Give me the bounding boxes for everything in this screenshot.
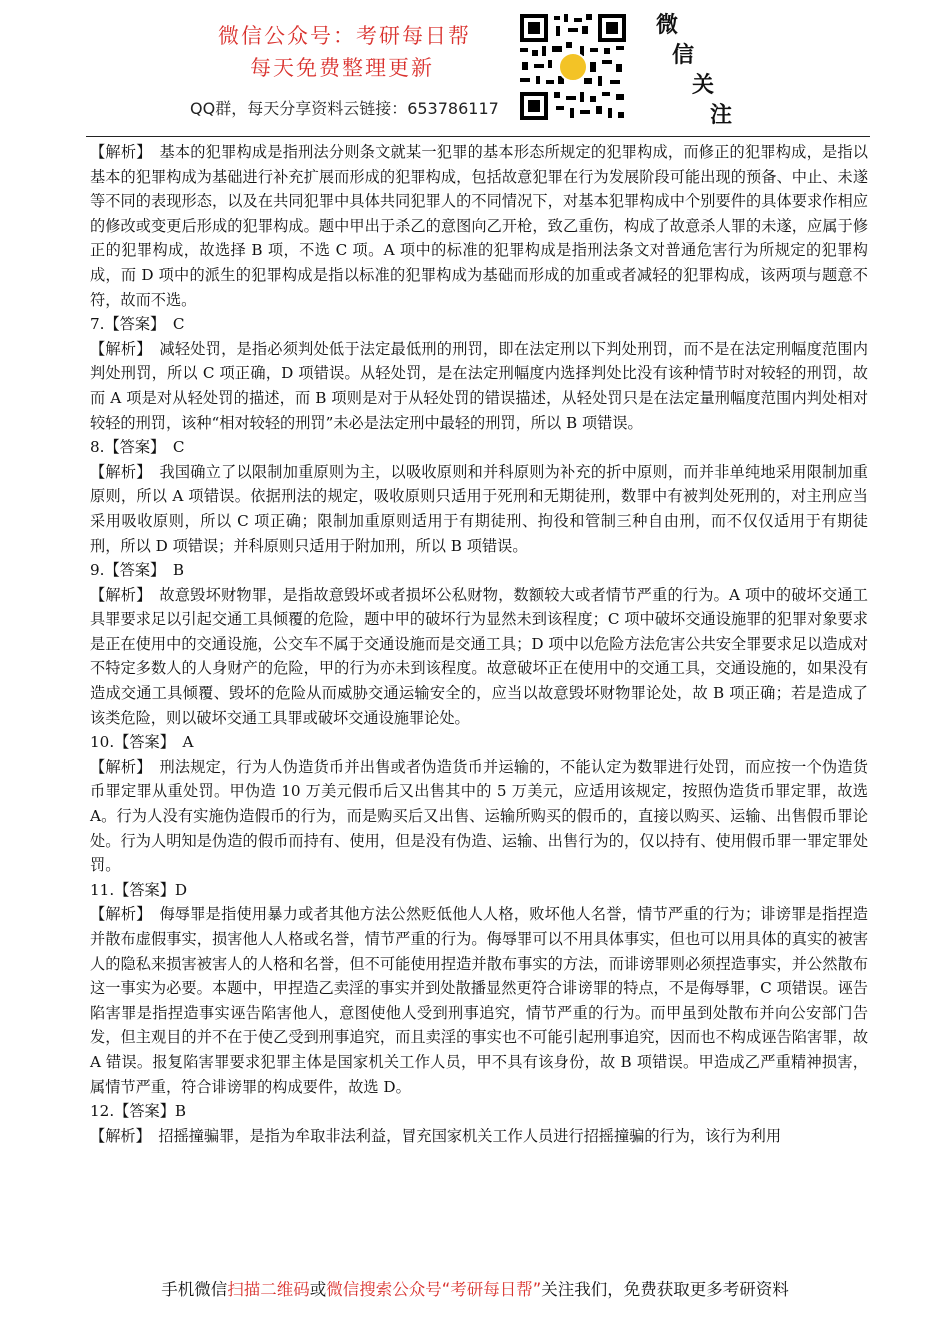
page-footer <box>0 1276 950 1300</box>
follow-char-4: 注 <box>710 103 733 128</box>
explanation-10: 【解析】 刑法规定，行为人伪造货币并出售或者伪造货币并运输的，不能认定为数罪进行处罚，而应按一个伪造货币罪定罪从重处罚。甲伪造 10 万美元假币后又出售其中的 5 万美元，应适用该规定，按照伪造货币罪定罪，故选 A。行为人没有实施伪造假币的行为，而是购买后又出售、运输所购买的假币的，直接以购买、运输、出售假币罪论处。行为人明知是伪造的假币而持有、使用，但是没有伪造、运输、出售行为的，仅以持有、使用假币罪一罪定罪处罚。 <box>90 757 868 875</box>
page-header <box>0 0 950 132</box>
follow-char-3: 关 <box>692 73 715 98</box>
answer-7: 7.【答案】 C <box>90 315 185 334</box>
header-divider <box>86 136 870 137</box>
footer-text-or: 或 <box>309 1280 327 1299</box>
promo-subtitle: 每天免费整理更新 <box>250 56 434 80</box>
qr-code-graphic <box>518 12 628 122</box>
explanation-11: 【解析】 侮辱罪是指使用暴力或者其他方法公然贬低他人人格，败坏他人名誉，情节严重的行为；诽谤罪是指捏造并散布虚假事实，损害他人人格或名誉，情节严重的行为。侮辱罪可以不用具体事实，但也可以用具体的真实的被害人的隐私来损害被害人的人格和名誉，但不可能使用捏造并散布事实的方法，而诽谤罪则必须捏造事实，并公然散布这一事实为必要。本题中，甲捏造乙卖淫的事实并到处散播显然更符合诽谤罪的特点，不是侮辱罪，C 项错误。诬告陷害罪是指捏造事实诬告陷害他人，意图使他人受到刑事追究，情节严重的行为。而甲虽到处散布并向公安部门告发，但主观目的并不在于使乙受到刑事追究，而且卖淫的事实也不可能引起刑事追究，因而也不构成诬告陷害罪，故 A 错误。报复陷害罪要求犯罪主体是国家机关工作人员，甲不具有该身份，故 B 项错误。甲造成乙严重精神损害，属情节严重，符合诽谤罪的构成要件，故选 D。 <box>90 905 868 1096</box>
footer-account-name: “考研每日帮” <box>441 1280 542 1299</box>
answer-explanations <box>90 140 868 1148</box>
footer-text-1: 手机微信 <box>161 1280 228 1299</box>
footer-scan-qr: 扫描二维码 <box>227 1280 310 1299</box>
answer-12: 12.【答案】B <box>90 1102 187 1121</box>
explanation-6: 【解析】 基本的犯罪构成是指刑法分则条文就某一犯罪的基本形态所规定的犯罪构成，而修正的犯罪构成，是指以基本的犯罪构成为基础进行补充扩展而形成的犯罪构成，包括故意犯罪在行为发展阶段可能出现的预备、中止、未遂等不同的表现形态，以及在共同犯罪中具体共同犯罪人的不同情况下，对基本犯罪构成中个别要件的具体要求作相应的修改或变更后形成的犯罪构成。题中甲出于杀乙的意图向乙开枪，致乙重伤，构成了故意杀人罪的未遂，应属于修正的犯罪构成，故选择 B 项，不选 C 项。A 项中的标准的犯罪构成是指刑法条文对普通危害行为所规定的犯罪构成，而 D 项中的派生的犯罪构成是指以标准的犯罪构成为基础而形成的加重或者减轻的犯罪构成，该两项与题意不符，故而不选。 <box>90 143 868 309</box>
answer-10: 10.【答案】 A <box>90 733 194 752</box>
footer-text-follow: 关注我们，免费获取更多考研资料 <box>541 1280 789 1299</box>
answer-11: 11.【答案】D <box>90 880 188 899</box>
promo-title: 微信公众号：考研每日帮 <box>218 24 471 48</box>
explanation-12: 【解析】 招摇撞骗罪，是指为牟取非法利益，冒充国家机关工作人员进行招摇撞骗的行为，该行为利用 <box>90 1126 782 1145</box>
answer-9: 9.【答案】 B <box>90 561 184 580</box>
follow-char-1: 微 <box>656 13 679 38</box>
qr-code[interactable] <box>518 12 628 122</box>
explanation-8: 【解析】 我国确立了以限制加重原则为主，以吸收原则和并科原则为补充的折中原则，而并非单纯地采用限制加重原则，所以 A 项错误。依据刑法的规定，吸收原则只适用于死刑和无期徒刑，数罪中有被判处死刑的，对主刑应当采用吸收原则，所以 C 项正确；限制加重原则适用于有期徒刑、拘役和管制三种自由刑，而不仅仅适用于有期徒刑，所以 D 项错误；并科原则只适用于附加刑，所以 B 项错误。 <box>90 462 868 555</box>
explanation-9: 【解析】 故意毁坏财物罪，是指故意毁坏或者损坏公私财物，数额较大或者情节严重的行为。A 项中的破坏交通工具罪要求足以引起交通工具倾覆的危险，题中甲的破坏行为显然未到该程度；C 项中破坏交通设施罪的犯罪对象要求是正在使用中的交通设施，公交车不属于交通设施而是交通工具；D 项中以危险方法危害公共安全罪要求足以造成对不特定多数人的人身财产的危险，甲的行为亦未到该程度。故意破坏正在使用中的交通工具，交通设施的，如果没有造成交通工具倾覆、毁坏的危险从而威胁交通运输安全的，应当以故意毁坏财物罪论处，故 B 项正确；若是造成了该类危险，则以破坏交通工具罪或破坏交通设施罪论处。 <box>90 585 868 727</box>
qq-group-info: QQ群，每天分享资料云链接：653786117 <box>190 99 499 118</box>
follow-char-2: 信 <box>672 43 695 68</box>
footer-search-account: 微信搜索公众号 <box>326 1280 442 1299</box>
explanation-7: 【解析】 减轻处罚，是指必须判处低于法定最低刑的刑罚，即在法定刑以下判处刑罚，而不是在法定刑幅度范围内判处刑罚，所以 C 项正确，D 项错误。从轻处罚，是在法定刑幅度内选择判处比没有该种情节时对较轻的刑罚，故而 A 项是对从轻处罚的描述，而 B 项则是对于从轻处罚的错误描述，从轻处罚只是在法定量刑幅度范围内判处相对较轻的刑罚，该种“相对较轻的刑罚”未必是法定刑中最轻的刑罚，所以 B 项错误。 <box>90 339 868 432</box>
answer-8: 8.【答案】 C <box>90 438 185 457</box>
